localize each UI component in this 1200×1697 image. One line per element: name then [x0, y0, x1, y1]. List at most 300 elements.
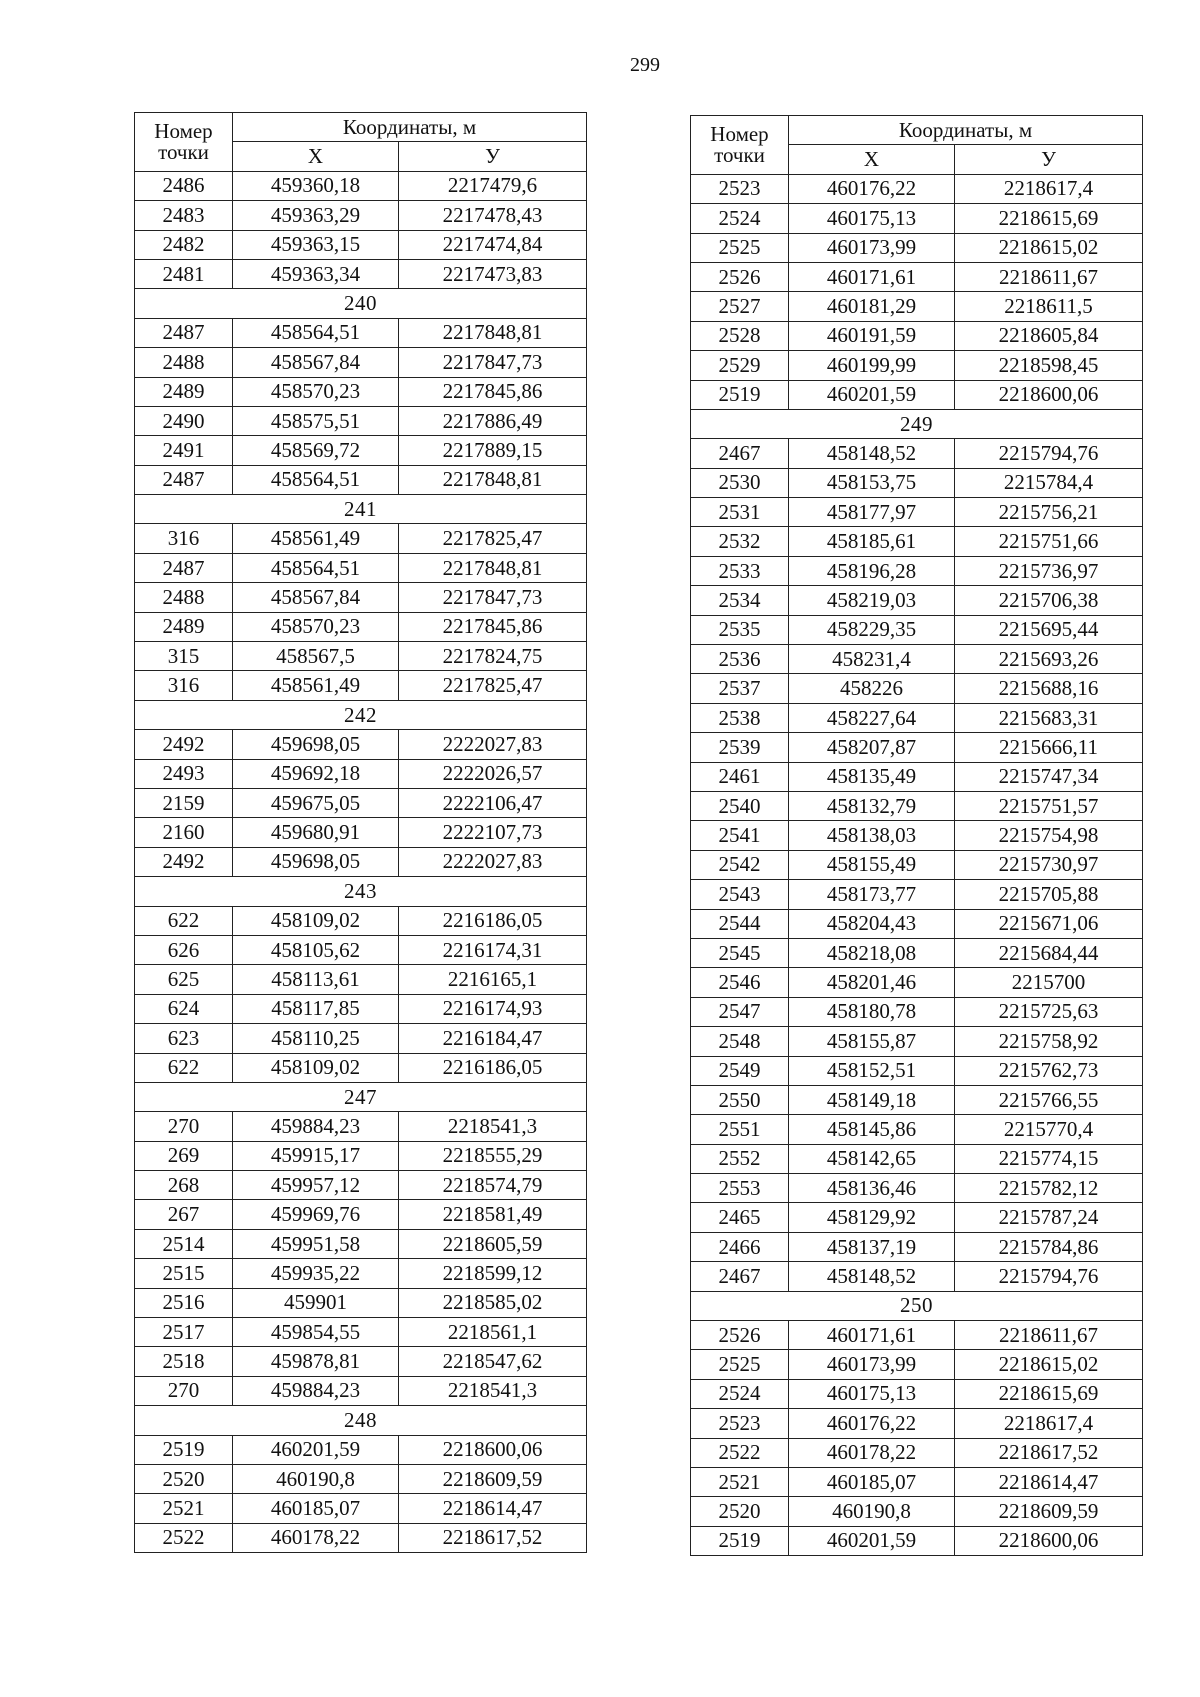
- point-number-cell: 2531: [691, 498, 789, 527]
- table-row: [135, 1288, 587, 1317]
- y-coordinate-cell: 2215695,44: [955, 615, 1143, 644]
- section-number: 242: [135, 700, 587, 729]
- x-coordinate-cell: 458196,28: [789, 556, 955, 585]
- point-number-cell: 2525: [691, 1350, 789, 1379]
- point-number-cell: 2159: [135, 788, 233, 817]
- table-row: [691, 292, 1143, 321]
- y-coordinate-cell: 2215736,97: [955, 556, 1143, 585]
- point-number-cell: 2486: [135, 171, 233, 200]
- point-number-cell: 2487: [135, 318, 233, 347]
- point-number-cell: 2521: [135, 1494, 233, 1523]
- table-row: [691, 527, 1143, 556]
- point-number-cell: 622: [135, 1053, 233, 1082]
- x-coordinate-cell: 458145,86: [789, 1115, 955, 1144]
- table-row: [691, 703, 1143, 732]
- point-number-cell: 626: [135, 935, 233, 964]
- point-number-cell: 2492: [135, 730, 233, 759]
- x-coordinate-cell: 459935,22: [233, 1259, 399, 1288]
- x-coordinate-cell: 459363,34: [233, 259, 399, 288]
- y-column-header: У: [399, 142, 587, 171]
- y-coordinate-cell: 2217848,81: [399, 318, 587, 347]
- point-number-cell: 2540: [691, 791, 789, 820]
- point-number-cell: 2489: [135, 377, 233, 406]
- table-row: [691, 821, 1143, 850]
- y-coordinate-cell: 2222106,47: [399, 788, 587, 817]
- point-number-header-line2: точки: [158, 139, 209, 164]
- section-number: 241: [135, 495, 587, 524]
- y-coordinate-cell: 2218599,12: [399, 1259, 587, 1288]
- y-coordinate-cell: 2218615,69: [955, 1379, 1143, 1408]
- y-coordinate-cell: 2215747,34: [955, 762, 1143, 791]
- point-number-cell: 2525: [691, 233, 789, 262]
- table-row: [691, 321, 1143, 350]
- point-number-cell: 2517: [135, 1318, 233, 1347]
- y-coordinate-cell: 2218585,02: [399, 1288, 587, 1317]
- table-row: [135, 1141, 587, 1170]
- x-coordinate-cell: 458148,52: [789, 1262, 955, 1291]
- x-coordinate-cell: 459698,05: [233, 847, 399, 876]
- x-coordinate-cell: 458110,25: [233, 1024, 399, 1053]
- x-coordinate-cell: 459854,55: [233, 1318, 399, 1347]
- x-coordinate-cell: 460173,99: [789, 233, 955, 262]
- y-coordinate-cell: 2215751,66: [955, 527, 1143, 556]
- y-coordinate-cell: 2216174,31: [399, 935, 587, 964]
- point-number-cell: 2520: [691, 1497, 789, 1526]
- x-coordinate-cell: 458155,49: [789, 850, 955, 879]
- point-number-header: [691, 116, 789, 175]
- y-coordinate-cell: 2215774,15: [955, 1144, 1143, 1173]
- point-number-cell: 2487: [135, 465, 233, 494]
- table-row: [135, 1259, 587, 1288]
- y-coordinate-cell: 2215683,31: [955, 703, 1143, 732]
- table-row: [691, 1350, 1143, 1379]
- table-row: [691, 1174, 1143, 1203]
- table-row: [691, 1438, 1143, 1467]
- table-row: [135, 553, 587, 582]
- section-row: [135, 1406, 587, 1435]
- y-coordinate-cell: 2215693,26: [955, 645, 1143, 674]
- table-row: [135, 642, 587, 671]
- table-row: [691, 204, 1143, 233]
- x-coordinate-cell: 458113,61: [233, 965, 399, 994]
- table-row: [135, 318, 587, 347]
- point-number-cell: 2541: [691, 821, 789, 850]
- x-coordinate-cell: 458226: [789, 674, 955, 703]
- table-row: [135, 436, 587, 465]
- y-coordinate-cell: 2218615,02: [955, 1350, 1143, 1379]
- coordinates-table-left: [134, 112, 587, 1553]
- table-row: [135, 818, 587, 847]
- y-coordinate-cell: 2217889,15: [399, 436, 587, 465]
- point-number-cell: 2546: [691, 968, 789, 997]
- x-column-header: X: [233, 142, 399, 171]
- point-number-cell: 2523: [691, 174, 789, 203]
- x-coordinate-cell: 458567,84: [233, 348, 399, 377]
- point-number-cell: 2482: [135, 230, 233, 259]
- table-row: [691, 674, 1143, 703]
- point-number-cell: 2543: [691, 880, 789, 909]
- point-number-cell: 269: [135, 1141, 233, 1170]
- x-coordinate-cell: 458207,87: [789, 733, 955, 762]
- x-column-header: X: [789, 145, 955, 174]
- point-number-cell: 2489: [135, 612, 233, 641]
- x-coordinate-cell: 458231,4: [789, 645, 955, 674]
- table-row: [135, 671, 587, 700]
- x-coordinate-cell: 458567,5: [233, 642, 399, 671]
- x-coordinate-cell: 458117,85: [233, 994, 399, 1023]
- x-coordinate-cell: 459884,23: [233, 1376, 399, 1405]
- y-coordinate-cell: 2218611,5: [955, 292, 1143, 321]
- y-coordinate-cell: 2215794,76: [955, 1262, 1143, 1291]
- table-row: [691, 880, 1143, 909]
- y-coordinate-cell: 2217847,73: [399, 583, 587, 612]
- point-number-cell: 2519: [135, 1435, 233, 1464]
- y-coordinate-cell: 2215766,55: [955, 1085, 1143, 1114]
- y-coordinate-cell: 2218617,52: [955, 1438, 1143, 1467]
- x-coordinate-cell: 458561,49: [233, 524, 399, 553]
- x-coordinate-cell: 460171,61: [789, 1321, 955, 1350]
- point-number-cell: 2552: [691, 1144, 789, 1173]
- x-coordinate-cell: 458219,03: [789, 586, 955, 615]
- y-coordinate-cell: 2218609,59: [955, 1497, 1143, 1526]
- x-coordinate-cell: 458137,19: [789, 1232, 955, 1261]
- y-coordinate-cell: 2218541,3: [399, 1376, 587, 1405]
- point-number-cell: 2549: [691, 1056, 789, 1085]
- table-row: [135, 1200, 587, 1229]
- table-row: [135, 1318, 587, 1347]
- coordinates-table-right: [690, 115, 1143, 1556]
- point-number-cell: 2538: [691, 703, 789, 732]
- point-number-cell: 2160: [135, 818, 233, 847]
- section-number: 250: [691, 1291, 1143, 1320]
- x-coordinate-cell: 460201,59: [233, 1435, 399, 1464]
- table-row: [691, 1321, 1143, 1350]
- table-row: [691, 439, 1143, 468]
- x-coordinate-cell: 460191,59: [789, 321, 955, 350]
- coordinates-body-right: [691, 174, 1143, 1555]
- x-coordinate-cell: 458575,51: [233, 406, 399, 435]
- x-coordinate-cell: 458109,02: [233, 1053, 399, 1082]
- x-coordinate-cell: 459878,81: [233, 1347, 399, 1376]
- x-coordinate-cell: 458148,52: [789, 439, 955, 468]
- x-coordinate-cell: 458564,51: [233, 318, 399, 347]
- section-number: 248: [135, 1406, 587, 1435]
- x-coordinate-cell: 460181,29: [789, 292, 955, 321]
- point-number-cell: 2514: [135, 1229, 233, 1258]
- y-coordinate-cell: 2218611,67: [955, 262, 1143, 291]
- x-coordinate-cell: 458105,62: [233, 935, 399, 964]
- point-number-cell: 315: [135, 642, 233, 671]
- table-row: [135, 1464, 587, 1493]
- x-coordinate-cell: 458185,61: [789, 527, 955, 556]
- point-number-cell: 2524: [691, 204, 789, 233]
- table-row: [135, 259, 587, 288]
- y-coordinate-cell: 2215700: [955, 968, 1143, 997]
- point-number-cell: 2522: [135, 1523, 233, 1552]
- table-row: [135, 1229, 587, 1258]
- table-row: [135, 994, 587, 1023]
- x-coordinate-cell: 458201,46: [789, 968, 955, 997]
- table-row: [691, 968, 1143, 997]
- section-number: 247: [135, 1082, 587, 1111]
- y-coordinate-cell: 2218614,47: [399, 1494, 587, 1523]
- table-row: [691, 645, 1143, 674]
- y-coordinate-cell: 2216165,1: [399, 965, 587, 994]
- section-row: [135, 877, 587, 906]
- x-coordinate-cell: 460175,13: [789, 1379, 955, 1408]
- point-number-cell: 2519: [691, 380, 789, 409]
- table-row: [691, 1056, 1143, 1085]
- table-row: [691, 997, 1143, 1026]
- section-row: [135, 1082, 587, 1111]
- table-row: [691, 1027, 1143, 1056]
- table-row: [691, 1379, 1143, 1408]
- y-coordinate-cell: 2215758,92: [955, 1027, 1143, 1056]
- y-coordinate-cell: 2218600,06: [955, 380, 1143, 409]
- y-coordinate-cell: 2217845,86: [399, 377, 587, 406]
- point-number-cell: 2529: [691, 351, 789, 380]
- point-number-cell: 2550: [691, 1085, 789, 1114]
- point-number-cell: 2534: [691, 586, 789, 615]
- table-row: [691, 1497, 1143, 1526]
- y-coordinate-cell: 2216186,05: [399, 1053, 587, 1082]
- y-coordinate-cell: 2217886,49: [399, 406, 587, 435]
- section-number: 243: [135, 877, 587, 906]
- table-row: [691, 586, 1143, 615]
- y-coordinate-cell: 2215770,4: [955, 1115, 1143, 1144]
- point-number-cell: 268: [135, 1171, 233, 1200]
- y-coordinate-cell: 2215725,63: [955, 997, 1143, 1026]
- x-coordinate-cell: 458177,97: [789, 498, 955, 527]
- table-row: [691, 1409, 1143, 1438]
- y-coordinate-cell: 2222107,73: [399, 818, 587, 847]
- table-row: [135, 348, 587, 377]
- point-number-cell: 2467: [691, 1262, 789, 1291]
- x-coordinate-cell: 458570,23: [233, 612, 399, 641]
- table-row: [691, 791, 1143, 820]
- table-row: [135, 1494, 587, 1523]
- y-coordinate-cell: 2215787,24: [955, 1203, 1143, 1232]
- table-row: [691, 1144, 1143, 1173]
- section-row: [135, 289, 587, 318]
- x-coordinate-cell: 458569,72: [233, 436, 399, 465]
- y-coordinate-cell: 2218615,02: [955, 233, 1143, 262]
- x-coordinate-cell: 460176,22: [789, 1409, 955, 1438]
- point-number-cell: 2488: [135, 348, 233, 377]
- table-row: [691, 1115, 1143, 1144]
- y-coordinate-cell: 2215671,06: [955, 909, 1143, 938]
- table-row: [135, 906, 587, 935]
- point-number-cell: 270: [135, 1376, 233, 1405]
- y-coordinate-cell: 2217845,86: [399, 612, 587, 641]
- x-coordinate-cell: 460185,07: [789, 1467, 955, 1496]
- y-coordinate-cell: 2215784,4: [955, 468, 1143, 497]
- table-row: [135, 1523, 587, 1552]
- table-row: [135, 965, 587, 994]
- point-number-cell: 316: [135, 671, 233, 700]
- y-coordinate-cell: 2218609,59: [399, 1464, 587, 1493]
- coordinates-body-left: [135, 171, 587, 1552]
- point-number-cell: 2461: [691, 762, 789, 791]
- y-coordinate-cell: 2218600,06: [955, 1526, 1143, 1555]
- x-coordinate-cell: 458138,03: [789, 821, 955, 850]
- table-row: [135, 1435, 587, 1464]
- y-coordinate-cell: 2215705,88: [955, 880, 1143, 909]
- point-number-cell: 2527: [691, 292, 789, 321]
- y-coordinate-cell: 2217848,81: [399, 553, 587, 582]
- point-number-cell: 2537: [691, 674, 789, 703]
- point-number-header-line2: точки: [714, 142, 765, 167]
- table-row: [691, 380, 1143, 409]
- x-coordinate-cell: 458180,78: [789, 997, 955, 1026]
- y-coordinate-cell: 2218611,67: [955, 1321, 1143, 1350]
- point-number-cell: 2532: [691, 527, 789, 556]
- point-number-cell: 2551: [691, 1115, 789, 1144]
- point-number-cell: 2536: [691, 645, 789, 674]
- table-row: [135, 171, 587, 200]
- x-coordinate-cell: 459698,05: [233, 730, 399, 759]
- x-coordinate-cell: 460171,61: [789, 262, 955, 291]
- x-coordinate-cell: 458132,79: [789, 791, 955, 820]
- coordinates-header: Координаты, м: [789, 116, 1143, 145]
- table-row: [135, 612, 587, 641]
- point-number-cell: 2518: [135, 1347, 233, 1376]
- x-coordinate-cell: 459901: [233, 1288, 399, 1317]
- x-coordinate-cell: 458204,43: [789, 909, 955, 938]
- y-coordinate-cell: 2215684,44: [955, 938, 1143, 967]
- y-coordinate-cell: 2222027,83: [399, 847, 587, 876]
- table-row: [135, 788, 587, 817]
- y-coordinate-cell: 2217848,81: [399, 465, 587, 494]
- y-coordinate-cell: 2216184,47: [399, 1024, 587, 1053]
- point-number-cell: 2481: [135, 259, 233, 288]
- point-number-cell: 2522: [691, 1438, 789, 1467]
- point-number-cell: 2533: [691, 556, 789, 585]
- table-row: [135, 1053, 587, 1082]
- table-row: [135, 377, 587, 406]
- section-number: 249: [691, 409, 1143, 438]
- point-number-cell: 2523: [691, 1409, 789, 1438]
- x-coordinate-cell: 460199,99: [789, 351, 955, 380]
- point-number-cell: 2520: [135, 1464, 233, 1493]
- table-row: [135, 465, 587, 494]
- y-coordinate-cell: 2216174,93: [399, 994, 587, 1023]
- table-row: [691, 909, 1143, 938]
- table-row: [691, 1203, 1143, 1232]
- table-row: [691, 762, 1143, 791]
- y-coordinate-cell: 2218598,45: [955, 351, 1143, 380]
- x-coordinate-cell: 458152,51: [789, 1056, 955, 1085]
- x-coordinate-cell: 458218,08: [789, 938, 955, 967]
- point-number-cell: 2521: [691, 1467, 789, 1496]
- y-coordinate-cell: 2215751,57: [955, 791, 1143, 820]
- x-coordinate-cell: 459363,15: [233, 230, 399, 259]
- x-coordinate-cell: 458129,92: [789, 1203, 955, 1232]
- point-number-cell: 2545: [691, 938, 789, 967]
- y-coordinate-cell: 2222027,83: [399, 730, 587, 759]
- y-coordinate-cell: 2218547,62: [399, 1347, 587, 1376]
- point-number-cell: 2491: [135, 436, 233, 465]
- y-coordinate-cell: 2218600,06: [399, 1435, 587, 1464]
- x-coordinate-cell: 458109,02: [233, 906, 399, 935]
- y-coordinate-cell: 2216186,05: [399, 906, 587, 935]
- x-coordinate-cell: 459957,12: [233, 1171, 399, 1200]
- y-coordinate-cell: 2218561,1: [399, 1318, 587, 1347]
- section-number: 240: [135, 289, 587, 318]
- y-coordinate-cell: 2217825,47: [399, 671, 587, 700]
- table-row: [135, 935, 587, 964]
- y-column-header: У: [955, 145, 1143, 174]
- y-coordinate-cell: 2217825,47: [399, 524, 587, 553]
- table-row: [135, 406, 587, 435]
- table-row: [691, 351, 1143, 380]
- y-coordinate-cell: 2215756,21: [955, 498, 1143, 527]
- table-row: [691, 468, 1143, 497]
- point-number-cell: 2465: [691, 1203, 789, 1232]
- table-row: [135, 524, 587, 553]
- point-number-cell: 2542: [691, 850, 789, 879]
- x-coordinate-cell: 459692,18: [233, 759, 399, 788]
- point-number-cell: 622: [135, 906, 233, 935]
- point-number-header: [135, 113, 233, 172]
- point-number-cell: 2524: [691, 1379, 789, 1408]
- x-coordinate-cell: 460178,22: [233, 1523, 399, 1552]
- table-row: [135, 759, 587, 788]
- x-coordinate-cell: 460176,22: [789, 174, 955, 203]
- table-row: [135, 1112, 587, 1141]
- y-coordinate-cell: 2217847,73: [399, 348, 587, 377]
- point-number-cell: 267: [135, 1200, 233, 1229]
- point-number-cell: 2553: [691, 1174, 789, 1203]
- x-coordinate-cell: 460175,13: [789, 204, 955, 233]
- point-number-header-line1: Номер: [154, 118, 213, 143]
- y-coordinate-cell: 2217474,84: [399, 230, 587, 259]
- x-coordinate-cell: 459675,05: [233, 788, 399, 817]
- table-row: [691, 1232, 1143, 1261]
- x-coordinate-cell: 459884,23: [233, 1112, 399, 1141]
- table-row: [135, 1024, 587, 1053]
- x-coordinate-cell: 458229,35: [789, 615, 955, 644]
- table-row: [135, 583, 587, 612]
- page-number: 299: [630, 54, 660, 76]
- x-coordinate-cell: 459680,91: [233, 818, 399, 847]
- point-number-cell: 2466: [691, 1232, 789, 1261]
- point-number-cell: 2539: [691, 733, 789, 762]
- point-number-cell: 2548: [691, 1027, 789, 1056]
- x-coordinate-cell: 458564,51: [233, 553, 399, 582]
- x-coordinate-cell: 459969,76: [233, 1200, 399, 1229]
- point-number-cell: 2490: [135, 406, 233, 435]
- section-row: [691, 409, 1143, 438]
- x-coordinate-cell: 458155,87: [789, 1027, 955, 1056]
- x-coordinate-cell: 458564,51: [233, 465, 399, 494]
- table-row: [135, 201, 587, 230]
- table-row: [691, 174, 1143, 203]
- x-coordinate-cell: 459363,29: [233, 201, 399, 230]
- x-coordinate-cell: 460190,8: [233, 1464, 399, 1493]
- x-coordinate-cell: 458142,65: [789, 1144, 955, 1173]
- point-number-cell: 624: [135, 994, 233, 1023]
- x-coordinate-cell: 460201,59: [789, 380, 955, 409]
- point-number-cell: 623: [135, 1024, 233, 1053]
- point-number-cell: 270: [135, 1112, 233, 1141]
- point-number-cell: 2528: [691, 321, 789, 350]
- point-number-cell: 2526: [691, 1321, 789, 1350]
- point-number-cell: 2493: [135, 759, 233, 788]
- y-coordinate-cell: 2218615,69: [955, 204, 1143, 233]
- y-coordinate-cell: 2217478,43: [399, 201, 587, 230]
- table-row: [691, 733, 1143, 762]
